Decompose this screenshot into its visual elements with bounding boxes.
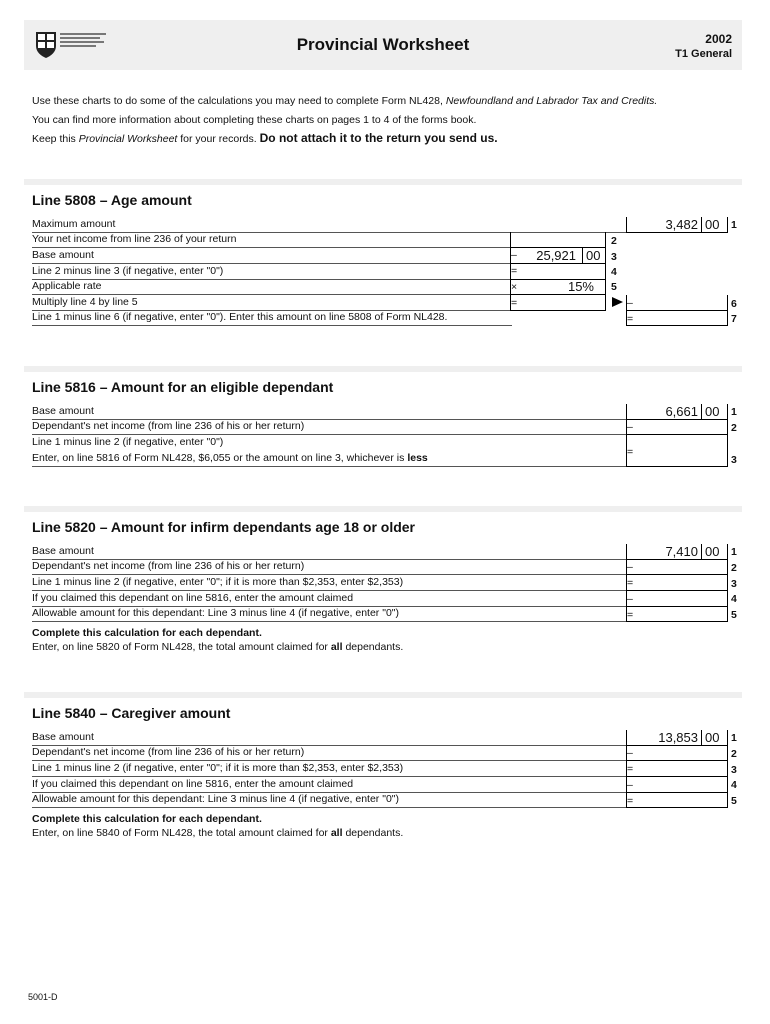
line-3-result-field[interactable] — [626, 435, 728, 467]
line-4-field[interactable] — [626, 777, 728, 793]
intro-line-2: You can find more information about completing these charts on pages 1 to 4 of the forms book. — [32, 114, 477, 126]
section-title: Line 5816 – Amount for an eligible dependant — [32, 379, 334, 395]
form-code: 5001-D — [28, 992, 58, 1002]
row-label: Line 1 minus line 2 (if negative, enter "0") — [32, 436, 224, 448]
row-label: Line 1 minus line 2 (if negative, enter "0"; if it is more than $2,353, enter $2,353) — [32, 576, 404, 588]
line-4-field[interactable] — [626, 591, 728, 607]
line-6-field[interactable] — [510, 295, 606, 311]
row-label: Line 2 minus line 3 (if negative, enter "0") — [32, 265, 224, 277]
form-header — [24, 20, 742, 70]
row-label: Applicable rate — [32, 280, 102, 292]
row-label: Base amount — [32, 545, 94, 557]
base-amount-value: 7,410 — [665, 544, 698, 559]
base-amount-value: 6,661 — [665, 404, 698, 419]
line-3-field[interactable] — [626, 575, 728, 591]
row-label: Allowable amount for this dependant: Line 3 minus line 4 (if negative, enter "0") — [32, 607, 400, 619]
section-title: Line 5840 – Caregiver amount — [32, 705, 231, 721]
intro-line-1: Use these charts to do some of the calculations you may need to complete Form NL428, Newfoundland and Labrador Tax and Credits. — [32, 95, 658, 107]
applicable-rate-value: 15% — [567, 279, 594, 294]
line-5-result-field[interactable] — [626, 792, 728, 808]
line-6-result-field[interactable] — [626, 295, 728, 311]
row-label: If you claimed this dependant on line 5816, enter the amount claimed — [32, 778, 354, 790]
row-label: Dependant's net income (from line 236 of his or her return) — [32, 420, 305, 432]
row-label: Base amount — [32, 731, 94, 743]
line-7-result-field[interactable] — [626, 310, 728, 326]
tax-year: 2002 — [705, 32, 732, 46]
base-amount-cents: 00 — [705, 404, 720, 419]
row-label: Line 1 minus line 6 (if negative, enter "0"). Enter this amount on line 5808 of Form NL428. — [32, 311, 448, 323]
base-amount-cents: 00 — [705, 730, 720, 745]
row-label: Enter, on line 5816 of Form NL428, $6,055 or the amount on line 3, whichever is less — [32, 452, 428, 464]
section-line-5840: Line 5840 – Caregiver amount Base amount Dependant's net income (from line 236 of his or her return) Line 1 minus line 2 (if negative, enter "0"; if it is more than $2,353, enter $2,353) If you claimed this dependant on line 5816, enter the amount claimed Allowable amount for this dependant: Line 3 minus line 4 (if negative, enter "0") 13,853 00 1 – 2 = 3 – 4 = 5 Complete this calculation for each dependant. Enter, on line 5840 of Form NL428, the total amount claimed for all dependants. — [24, 692, 742, 852]
dependant-income-field[interactable] — [626, 745, 728, 761]
row-label: Maximum amount — [32, 218, 116, 230]
section-line-5808: Line 5808 – Age amount Maximum amount Your net income from line 236 of your return Base amount Line 2 minus line 3 (if negative, enter "0") Applicable rate Multiply line 4 by line 5 Line 1 minus line 6 (if negative, enter "0"). Enter this amount on line 5808 of Form NL428. 3,482 00 1 2 – 25,921 00 3 = 4 × 15% 5 = – 6 = 7 — [24, 179, 742, 339]
arrow-right-icon — [612, 296, 624, 308]
base-amount-value: 25,921 — [536, 248, 576, 263]
intro-line-3: Keep this Provincial Worksheet for your records. Do not attach it to the return you send us. — [32, 131, 498, 145]
row-label: Line 1 minus line 2 (if negative, enter "0"; if it is more than $2,353, enter $2,353) — [32, 762, 404, 774]
form-name: T1 General — [675, 48, 732, 60]
line-5-result-field[interactable] — [626, 606, 728, 622]
instruction-note: Complete this calculation for each dependant. — [32, 813, 262, 825]
max-amount-value: 3,482 — [665, 217, 698, 232]
line-4-field[interactable] — [510, 264, 606, 280]
line-3-field[interactable] — [626, 761, 728, 777]
max-amount-cents: 00 — [705, 217, 720, 232]
net-income-field[interactable] — [510, 232, 606, 248]
row-label: If you claimed this dependant on line 5816, enter the amount claimed — [32, 592, 354, 604]
instruction-note-2: Enter, on line 5840 of Form NL428, the total amount claimed for all dependants. — [32, 827, 404, 839]
dependant-income-field[interactable] — [626, 419, 728, 435]
page-title: Provincial Worksheet — [296, 35, 470, 54]
row-label: Allowable amount for this dependant: Line 3 minus line 4 (if negative, enter "0") — [32, 793, 400, 805]
row-label: Dependant's net income (from line 236 of his or her return) — [32, 746, 305, 758]
instruction-note: Complete this calculation for each dependant. — [32, 627, 262, 639]
base-amount-value: 13,853 — [658, 730, 698, 745]
row-label: Multiply line 4 by line 5 — [32, 296, 138, 308]
section-title: Line 5820 – Amount for infirm dependants age 18 or older — [32, 519, 416, 535]
row-label: Base amount — [32, 249, 94, 261]
row-label: Base amount — [32, 405, 94, 417]
section-title: Line 5808 – Age amount — [32, 192, 192, 208]
dependant-income-field[interactable] — [626, 559, 728, 575]
section-line-5816: Line 5816 – Amount for an eligible dependant Base amount Dependant's net income (from line 236 of his or her return) Line 1 minus line 2 (if negative, enter "0") Enter, on line 5816 of Form NL428, $6,055 or the amount on line 3, whichever is less 6,661 00 1 – 2 = 3 — [24, 366, 742, 476]
row-label: Your net income from line 236 of your return — [32, 233, 237, 245]
base-amount-cents: 00 — [586, 248, 601, 263]
section-line-5820: Line 5820 – Amount for infirm dependants age 18 or older Base amount Dependant's net income (from line 236 of his or her return) Line 1 minus line 2 (if negative, enter "0"; if it is more than $2,353, enter $2,353) If you claimed this dependant on line 5816, enter the amount claimed Allowable amount for this dependant: Line 3 minus line 4 (if negative, enter "0") 7,410 00 1 – 2 = 3 – 4 = 5 Complete this calculation for each dependant. Enter, on line 5820 of Form NL428, the total amount claimed for all dependants. — [24, 506, 742, 666]
row-label: Dependant's net income (from line 236 of his or her return) — [32, 560, 305, 572]
instruction-note-2: Enter, on line 5820 of Form NL428, the total amount claimed for all dependants. — [32, 641, 404, 653]
base-amount-cents: 00 — [705, 544, 720, 559]
